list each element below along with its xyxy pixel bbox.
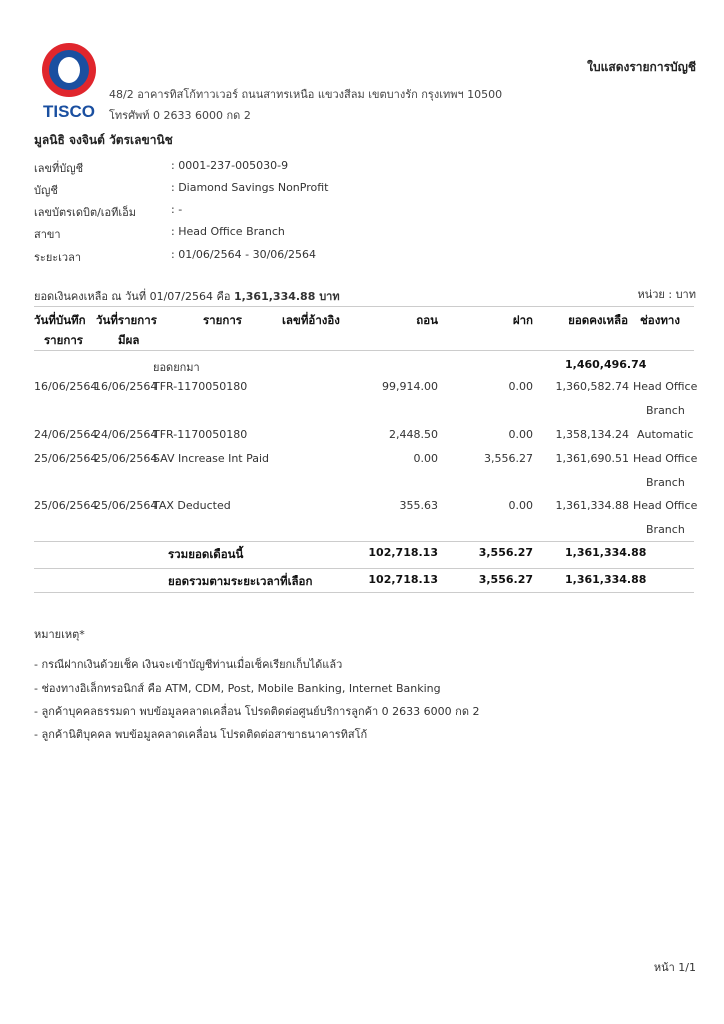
table-header-divider [34, 350, 694, 351]
header-effective-date-1: วันที่รายการ [96, 313, 157, 327]
header-description: รายการ [203, 313, 242, 327]
row-withdraw: 355.63 [399, 499, 438, 512]
period-total-withdraw: 102,718.13 [368, 573, 438, 586]
row-effective-date: 25/06/2564 [94, 499, 158, 512]
row-effective-date: 16/06/2564 [94, 380, 158, 393]
account-type-label: บัญชี [34, 184, 58, 197]
brought-forward-label: ยอดยกมา [153, 361, 200, 374]
row-deposit: 0.00 [508, 380, 533, 393]
tisco-logo [34, 38, 104, 122]
balance-prefix: ยอดเงินคงเหลือ ณ วันที่ 01/07/2564 คือ [34, 290, 234, 303]
month-total-balance: 1,361,334.88 [565, 546, 647, 559]
row-effective-date: 24/06/2564 [94, 428, 158, 441]
row-channel-1: Automatic [637, 428, 694, 441]
bank-phone: โทรศัพท์ 0 2633 6000 กด 2 [109, 109, 251, 122]
period-total-balance: 1,361,334.88 [565, 573, 647, 586]
row-channel-2: Branch [646, 404, 685, 417]
row-balance: 1,361,690.51 [555, 452, 629, 465]
period-value: : 01/06/2564 - 30/06/2564 [171, 248, 316, 261]
header-balance: ยอดคงเหลือ [568, 313, 628, 327]
table-bottom-divider [34, 592, 694, 593]
brought-forward-amount: 1,460,496.74 [565, 358, 647, 371]
period-total-deposit: 3,556.27 [478, 573, 533, 586]
row-channel-1: Head Office [633, 380, 698, 393]
balance-summary [34, 287, 340, 305]
totals-divider [34, 541, 694, 542]
account-owner: มูลนิธิ จงจินต์ วัตรเลขานิช [34, 133, 173, 147]
row-channel-1: Head Office [633, 499, 698, 512]
note-item: - กรณีฝากเงินด้วยเช็ค เงินจะเข้าบัญชีท่านเมื่อเช็คเรียกเก็บได้แล้ว [34, 658, 343, 671]
header-record-date-2: รายการ [44, 333, 83, 347]
month-total-label: รวมยอดเดือนนี้ [168, 547, 244, 561]
row-description: TFR-1170050180 [153, 380, 248, 393]
header-reference: เลขที่อ้างอิง [282, 313, 340, 327]
row-deposit: 0.00 [508, 499, 533, 512]
period-total-label: ยอดรวมตามระยะเวลาที่เลือก [168, 574, 313, 588]
card-number-label: เลขบัตรเดบิต/เอทีเอ็ม [34, 206, 137, 219]
balance-amount: 1,361,334.88 บาท [233, 290, 340, 303]
bank-address: 48/2 อาคารทิสโก้ทาวเวอร์ ถนนสาทรเหนือ แขวงสีลม เขตบางรัก กรุงเทพฯ 10500 [109, 88, 503, 101]
row-description: TAX Deducted [153, 499, 231, 512]
notes-title: หมายเหตุ* [34, 628, 85, 641]
header-record-date-1: วันที่บันทึก [34, 313, 86, 327]
row-channel-2: Branch [646, 476, 685, 489]
row-record-date: 25/06/2564 [34, 499, 98, 512]
row-channel-1: Head Office [633, 452, 698, 465]
row-balance: 1,361,334.88 [555, 499, 629, 512]
row-balance: 1,358,134.24 [555, 428, 629, 441]
logo-text: TISCO [43, 102, 95, 121]
note-item: - ลูกค้านิติบุคคล พบข้อมูลคลาดเคลื่อน โปรดติดต่อสาขาธนาคารทิสโก้ [34, 728, 368, 741]
header-withdraw: ถอน [416, 313, 438, 327]
row-deposit: 3,556.27 [484, 452, 533, 465]
header-channel: ช่องทาง [640, 313, 680, 327]
row-record-date: 24/06/2564 [34, 428, 98, 441]
row-record-date: 25/06/2564 [34, 452, 98, 465]
note-item: - ลูกค้าบุคคลธรรมดา พบข้อมูลคลาดเคลื่อน โปรดติดต่อศูนย์บริการลูกค้า 0 2633 6000 กด 2 [34, 705, 480, 718]
row-withdraw: 2,448.50 [389, 428, 438, 441]
row-channel-2: Branch [646, 523, 685, 536]
row-withdraw: 99,914.00 [382, 380, 438, 393]
account-number-value: : 0001-237-005030-9 [171, 159, 289, 172]
branch-value: : Head Office Branch [171, 225, 285, 238]
row-balance: 1,360,582.74 [555, 380, 629, 393]
month-total-deposit: 3,556.27 [478, 546, 533, 559]
account-number-label: เลขที่บัญชี [34, 162, 84, 175]
currency-unit: หน่วย : บาท [637, 288, 696, 301]
branch-label: สาขา [34, 228, 61, 241]
document-title: ใบแสดงรายการบัญชี [587, 60, 696, 74]
row-description: SAV Increase Int Paid [153, 452, 270, 465]
row-record-date: 16/06/2564 [34, 380, 98, 393]
month-total-withdraw: 102,718.13 [368, 546, 438, 559]
header-deposit: ฝาก [512, 313, 533, 327]
page-number: หน้า 1/1 [653, 961, 696, 974]
row-effective-date: 25/06/2564 [94, 452, 158, 465]
totals-divider-2 [34, 568, 694, 569]
row-description: TFR-1170050180 [153, 428, 248, 441]
account-type-value: : Diamond Savings NonProfit [171, 181, 329, 194]
note-item: - ช่องทางอิเล็กทรอนิกส์ คือ ATM, CDM, Post, Mobile Banking, Internet Banking [34, 682, 441, 695]
card-number-value: : - [171, 203, 183, 216]
row-deposit: 0.00 [508, 428, 533, 441]
header-effective-date-2: มีผล [118, 333, 140, 347]
row-withdraw: 0.00 [413, 452, 438, 465]
period-label: ระยะเวลา [34, 251, 82, 264]
table-top-divider [34, 306, 694, 307]
